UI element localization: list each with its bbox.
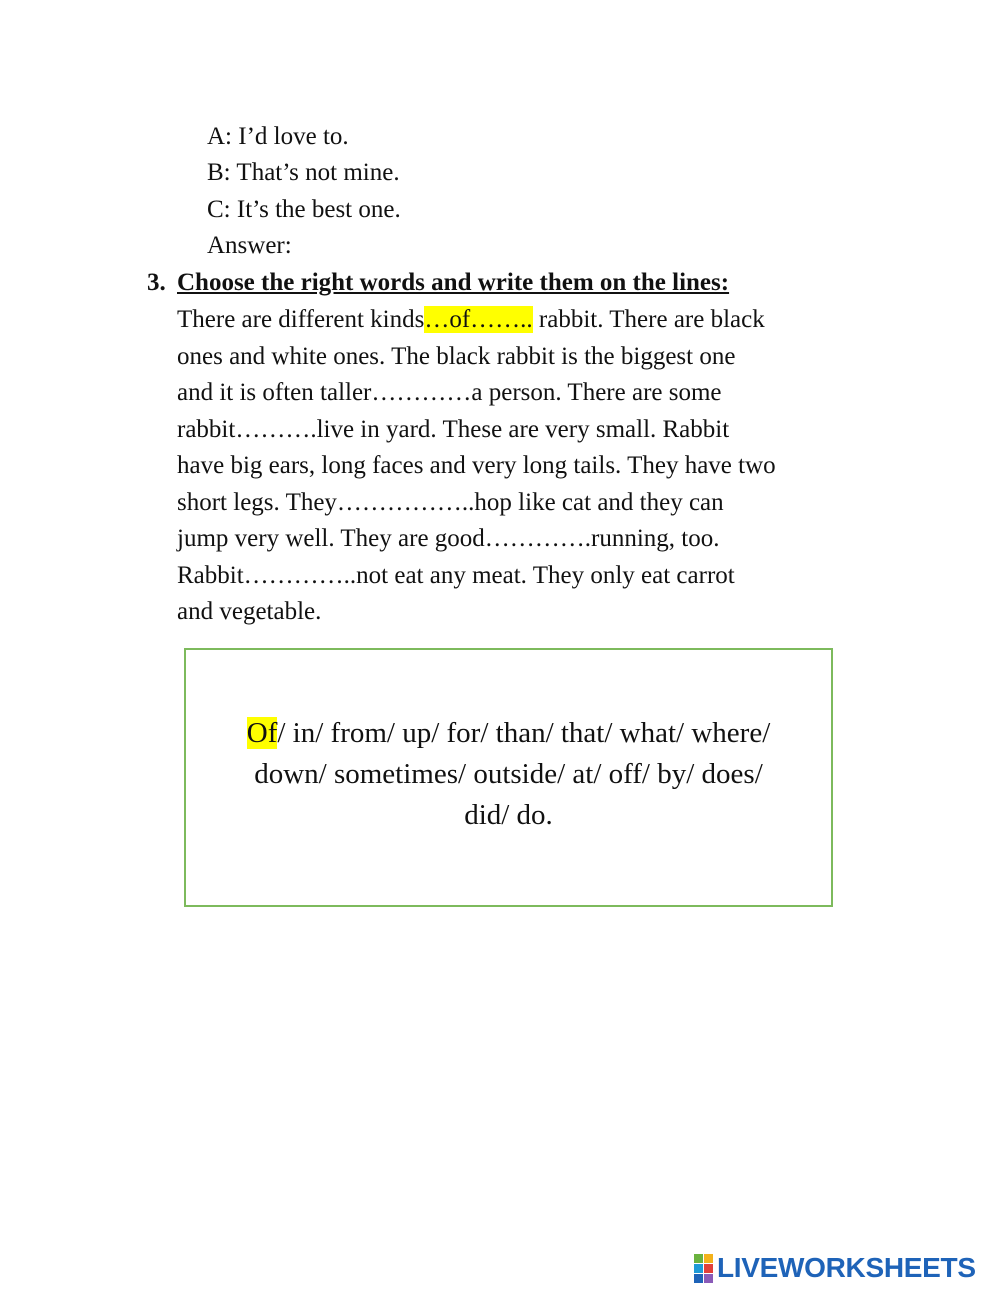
passage-line-4: rabbit……….live in yard. These are very small. Rabbit bbox=[177, 415, 730, 443]
passage-line-9: and vegetable. bbox=[177, 598, 322, 625]
word-bank-text bbox=[186, 713, 831, 836]
passage-line-3: and it is often taller…………a person. There are some bbox=[177, 379, 722, 406]
passage-line-1 bbox=[177, 302, 897, 339]
word-bank-line-1 bbox=[186, 713, 831, 754]
word-bank-highlighted-word: Of bbox=[246, 717, 278, 749]
passage-line-5: have big ears, long faces and very long tails. They have two bbox=[177, 452, 776, 479]
question-number: 3. bbox=[147, 269, 166, 296]
logo-mark-icon bbox=[694, 1254, 713, 1283]
passage bbox=[177, 302, 897, 631]
filled-answer-of[interactable]: …of…….. bbox=[424, 306, 533, 333]
question-title: Choose the right words and write them on the lines: bbox=[177, 269, 730, 296]
passage-text: There are different kinds bbox=[177, 306, 425, 333]
passage-line-8: Rabbit…………..not eat any meat. They only eat carrot bbox=[177, 561, 735, 589]
answer-label: Answer: bbox=[207, 232, 292, 259]
passage-text: rabbit. There are black bbox=[532, 306, 765, 333]
word-bank-box bbox=[184, 648, 833, 907]
passage-line-2: ones and white ones. The black rabbit is the biggest one bbox=[177, 342, 736, 370]
word-bank-line-2: down/ sometimes/ outside/ at/ off/ by/ does/ bbox=[254, 758, 763, 790]
option-b: B: That’s not mine. bbox=[207, 159, 400, 186]
passage-line-6: short legs. They……………..hop like cat and they can bbox=[177, 488, 724, 516]
passage-line-7: jump very well. They are good………….running, too. bbox=[177, 525, 720, 552]
option-c: C: It’s the best one. bbox=[207, 196, 401, 223]
word-bank-words: / in/ from/ up/ for/ than/ that/ what/ where/ bbox=[277, 717, 771, 749]
liveworksheets-logo bbox=[694, 1253, 976, 1283]
word-bank-line-3: did/ do. bbox=[464, 799, 553, 831]
option-a: A: I’d love to. bbox=[207, 123, 349, 150]
logo-text: LIVEWORKSHEETS bbox=[717, 1252, 976, 1283]
